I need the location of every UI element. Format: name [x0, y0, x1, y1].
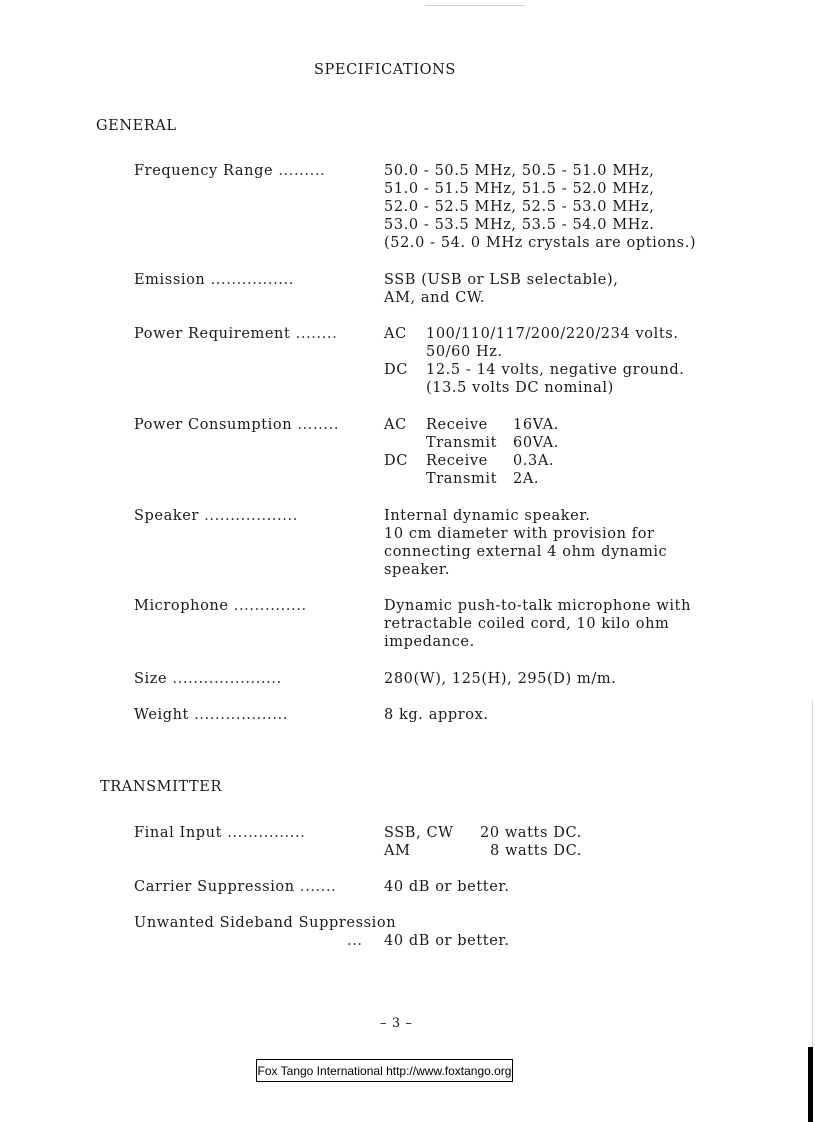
power-requirement-dc-line: 12.5 - 14 volts, negative ground. [426, 362, 685, 378]
page-title: SPECIFICATIONS [314, 62, 456, 78]
top-rule [425, 5, 525, 6]
spec-value-microphone-line: retractable coiled cord, 10 kilo ohm [384, 616, 670, 632]
spec-label-frequency-range: Frequency Range ......... [134, 163, 326, 179]
final-input-value: 20 watts DC. [480, 825, 582, 841]
power-consumption-ac-key: AC [384, 417, 407, 433]
spec-value-unwanted-sideband: 40 dB or better. [384, 933, 510, 949]
page-number: – 3 – [380, 1016, 413, 1031]
spec-value-weight: 8 kg. approx. [384, 707, 489, 723]
power-requirement-ac-line: 100/110/117/200/220/234 volts. [426, 326, 679, 342]
spec-value-microphone-line: impedance. [384, 634, 475, 650]
power-consumption-dc-transmit-value: 2A. [513, 471, 540, 487]
spec-value-speaker-line: connecting external 4 ohm dynamic [384, 544, 668, 560]
spec-label-final-input: Final Input ............... [134, 825, 306, 841]
spec-label-size: Size ..................... [134, 671, 282, 687]
spec-value-frequency-line: 52.0 - 52.5 MHz, 52.5 - 53.0 MHz, [384, 199, 655, 215]
scan-edge-line [812, 700, 813, 1100]
spec-value-emission-line: SSB (USB or LSB selectable), [384, 272, 619, 288]
spec-value-frequency-line: 53.0 - 53.5 MHz, 53.5 - 54.0 MHz. [384, 217, 655, 233]
final-input-mode: AM [384, 843, 411, 859]
spec-label-power-requirement: Power Requirement ........ [134, 326, 338, 342]
spec-label-weight: Weight .................. [134, 707, 288, 723]
spec-value-speaker-line: 10 cm diameter with provision for [384, 526, 655, 542]
spec-value-emission-line: AM, and CW. [384, 290, 486, 306]
spec-label-carrier-suppression: Carrier Suppression ....... [134, 879, 337, 895]
spec-label-unwanted-sideband: Unwanted Sideband Suppression [134, 915, 397, 931]
power-requirement-dc-key: DC [384, 362, 408, 378]
power-consumption-dc-receive-label: Receive [426, 453, 488, 469]
power-consumption-ac-transmit-value: 60VA. [513, 435, 560, 451]
spec-label-speaker: Speaker .................. [134, 508, 298, 524]
spec-value-frequency-line: 50.0 - 50.5 MHz, 50.5 - 51.0 MHz, [384, 163, 655, 179]
power-consumption-dc-receive-value: 0.3A. [513, 453, 555, 469]
power-consumption-ac-receive-value: 16VA. [513, 417, 560, 433]
final-input-value: 8 watts DC. [490, 843, 583, 859]
spec-value-microphone-line: Dynamic push-to-talk microphone with [384, 598, 692, 614]
power-consumption-ac-receive-label: Receive [426, 417, 488, 433]
scan-edge-bar [808, 1047, 813, 1122]
spec-label-power-consumption: Power Consumption ........ [134, 417, 340, 433]
footer-link[interactable]: Fox Tango International http://www.foxtango.org [256, 1059, 513, 1082]
spec-value-speaker-line: speaker. [384, 562, 451, 578]
power-consumption-ac-transmit-label: Transmit [426, 435, 498, 451]
power-consumption-dc-transmit-label: Transmit [426, 471, 498, 487]
power-requirement-ac-line: 50/60 Hz. [426, 344, 503, 360]
final-input-mode: SSB, CW [384, 825, 454, 841]
spec-label-microphone: Microphone .............. [134, 598, 307, 614]
spec-value-size: 280(W), 125(H), 295(D) m/m. [384, 671, 617, 687]
power-consumption-dc-key: DC [384, 453, 408, 469]
power-requirement-ac-key: AC [384, 326, 407, 342]
spec-value-frequency-options: (52.0 - 54. 0 MHz crystals are options.) [384, 235, 697, 251]
spec-value-carrier-suppression: 40 dB or better. [384, 879, 510, 895]
section-heading-transmitter: TRANSMITTER [100, 779, 222, 795]
unwanted-sideband-leader: ... [347, 933, 363, 949]
spec-value-frequency-line: 51.0 - 51.5 MHz, 51.5 - 52.0 MHz, [384, 181, 655, 197]
spec-value-speaker-line: Internal dynamic speaker. [384, 508, 591, 524]
section-heading-general: GENERAL [96, 118, 177, 134]
spec-label-emission: Emission ................ [134, 272, 294, 288]
power-requirement-dc-line: (13.5 volts DC nominal) [426, 380, 614, 396]
